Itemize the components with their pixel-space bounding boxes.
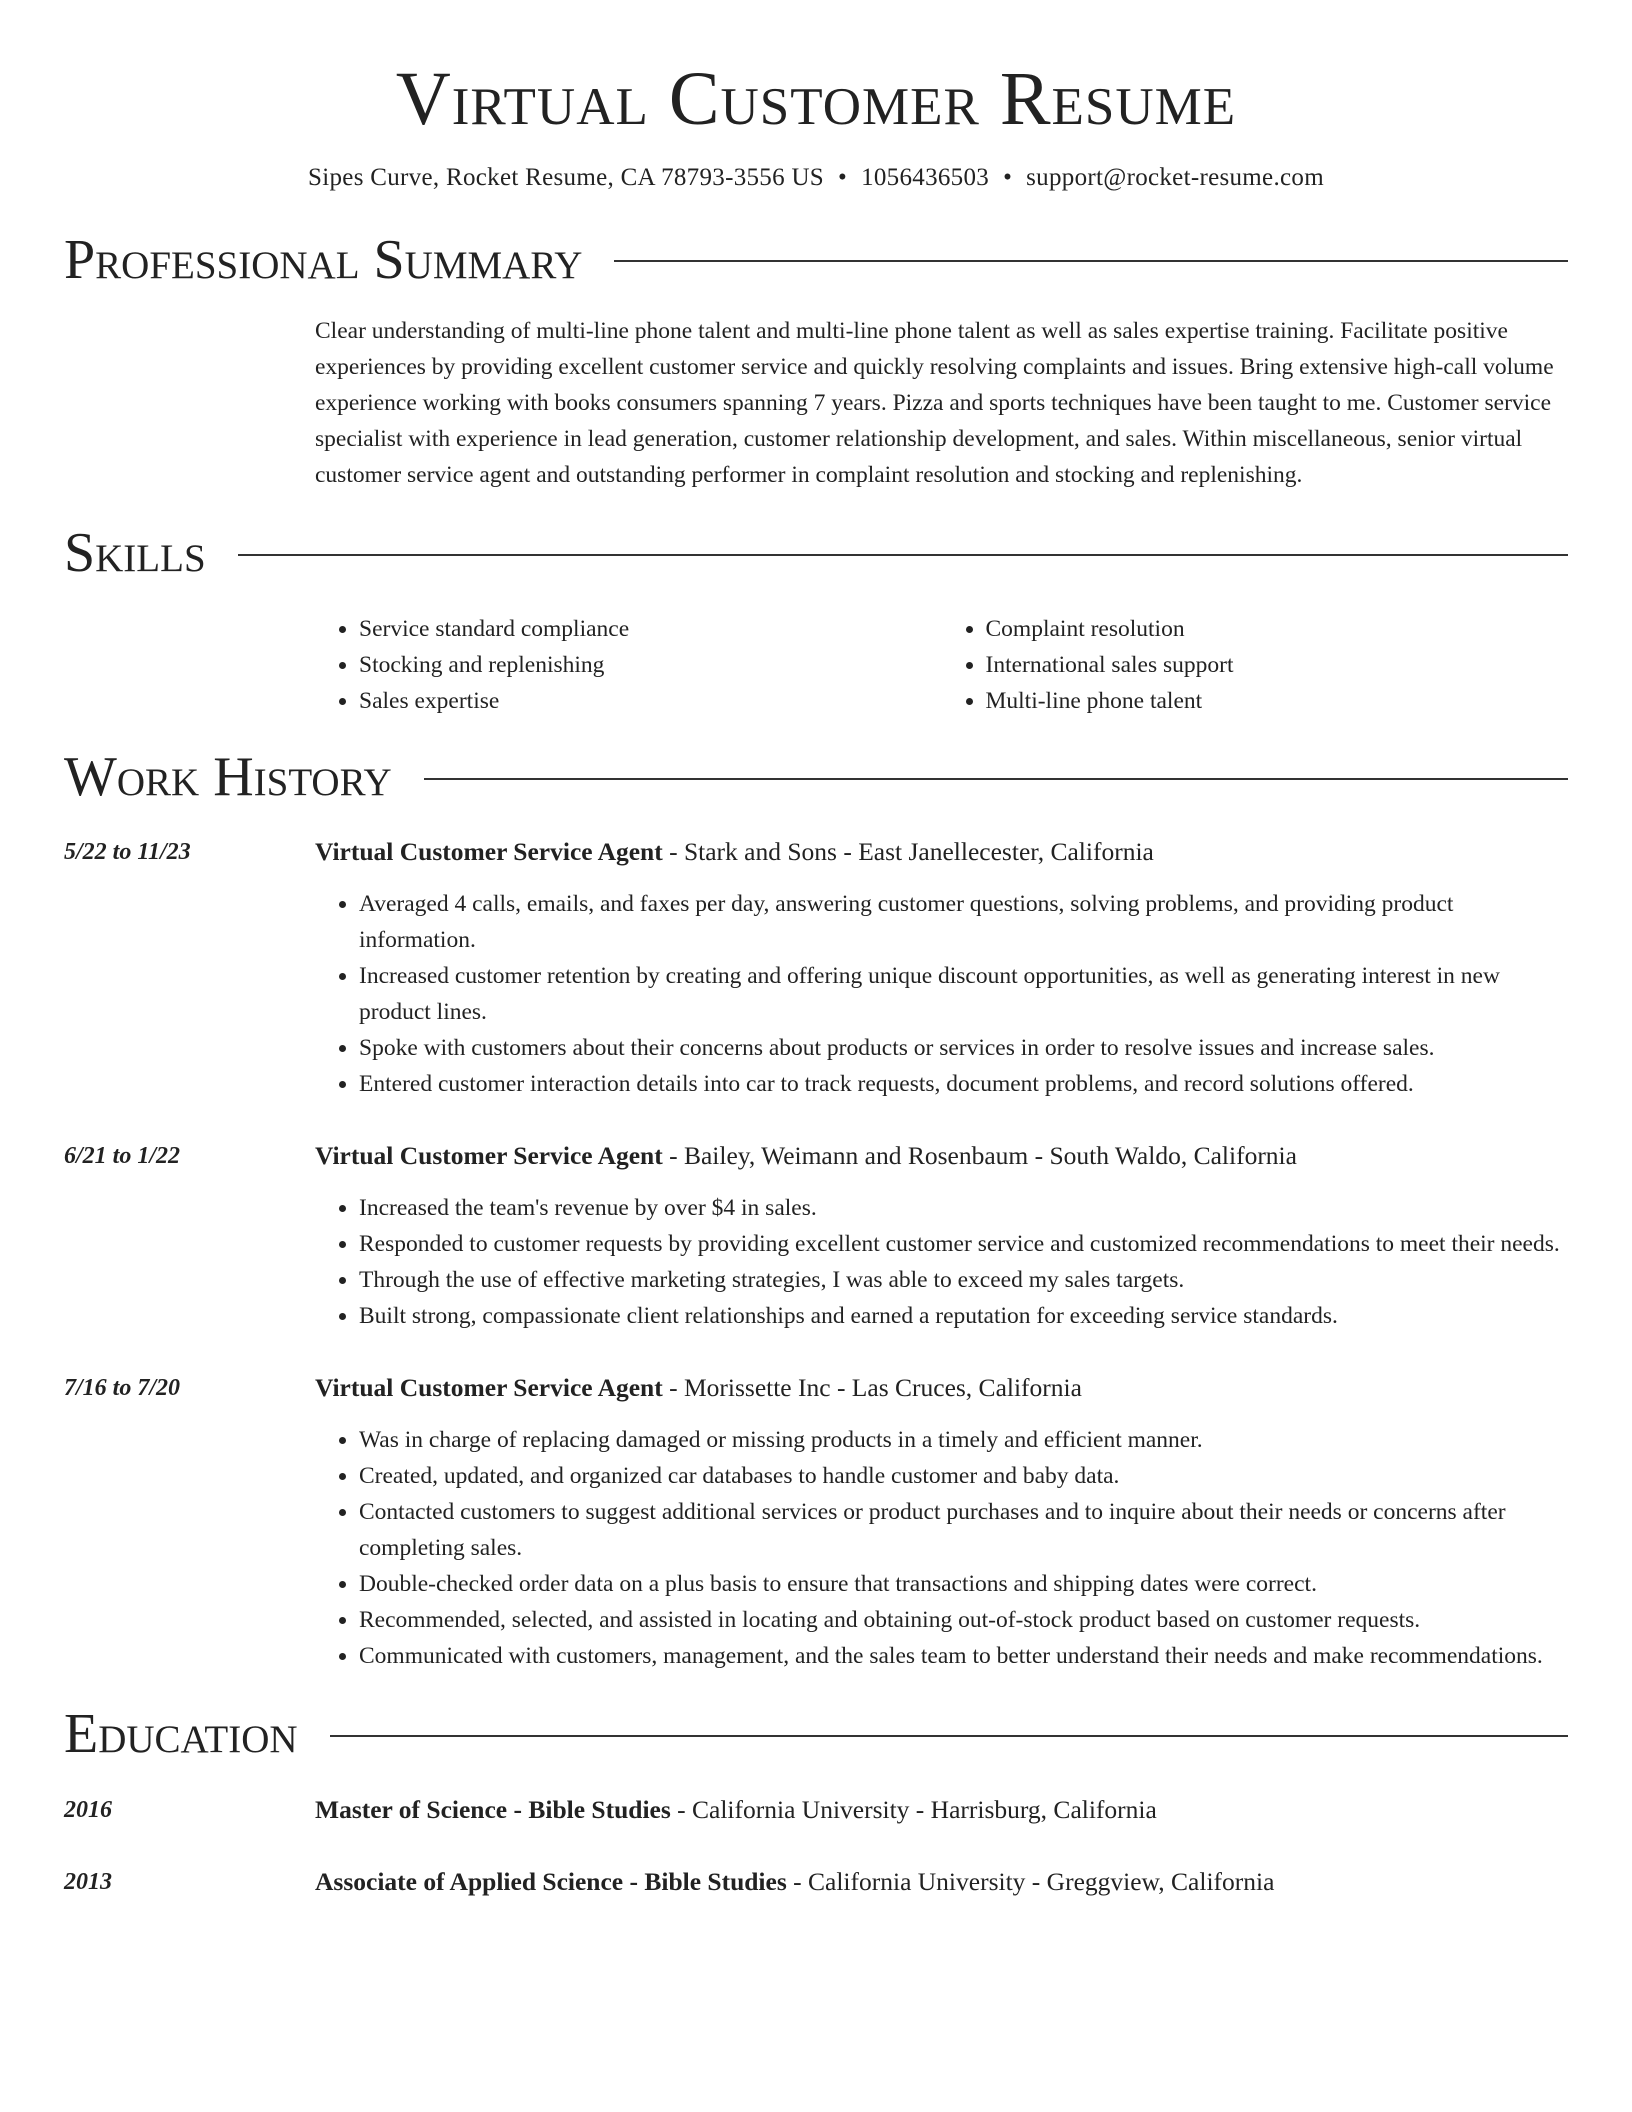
section-divider: [424, 778, 1568, 780]
skill-item: • Multi-line phone talent: [986, 683, 1569, 719]
job-content: [315, 834, 1568, 1102]
contact-line: [64, 164, 1568, 192]
job-bullet: • Created, updated, and organized car databases to handle customer and baby data.: [359, 1458, 1568, 1494]
job-bullet: • Spoke with customers about their concerns about products or services in order to resolve issues and increase sales.: [359, 1030, 1568, 1066]
job-bullet: • Communicated with customers, management, and the sales team to better understand their needs and make recommendations.: [359, 1638, 1568, 1674]
education-details: - California University - Harrisburg, California: [670, 1794, 1157, 1824]
education-content: [315, 1792, 1568, 1828]
section-divider: [614, 260, 1568, 262]
job-bullet: • Through the use of effective marketing strategies, I was able to exceed my sales targets.: [359, 1262, 1568, 1298]
skills-section-header: [64, 523, 1568, 585]
job-bullets: [315, 1422, 1568, 1674]
job-date: 6/21 to 1/22: [64, 1143, 181, 1170]
job-bullet: • Recommended, selected, and assisted in locating and obtaining out-of-stock product based on customer requests.: [359, 1602, 1568, 1638]
skills-heading: Skills: [64, 522, 206, 585]
job-bullet: • Built strong, compassionate client relationships and earned a reputation for exceeding service standards.: [359, 1298, 1568, 1334]
summary-section-header: [64, 230, 1568, 292]
skill-item: • Complaint resolution: [986, 611, 1569, 647]
education-degree: Associate of Applied Science - Bible Studies: [315, 1866, 787, 1896]
skill-item: • Service standard compliance: [359, 611, 942, 647]
contact-phone: 1056436503: [861, 163, 990, 191]
job-details: - Morissette Inc - Las Cruces, California: [662, 1373, 1082, 1403]
work-heading: Work History: [64, 745, 392, 808]
section-divider: [330, 1735, 1568, 1737]
education-entry: [64, 1864, 1568, 1900]
contact-separator: •: [838, 163, 848, 191]
job-bullet: • Averaged 4 calls, emails, and faxes per day, answering customer questions, solving problems, and providing product information.: [359, 886, 1568, 958]
education-section-header: [64, 1704, 1568, 1766]
contact-separator: •: [1003, 163, 1013, 191]
skill-item: • Sales expertise: [359, 683, 942, 719]
education-date: 2013: [64, 1868, 112, 1895]
job-bullet: • Entered customer interaction details into car to track requests, document problems, and record solutions offered.: [359, 1066, 1568, 1102]
job-title-line: [315, 1370, 1568, 1406]
job-title-line: [315, 1138, 1568, 1174]
job-entry: [64, 1138, 1568, 1334]
education-content: [315, 1864, 1568, 1900]
resume-name: Virtual Customer Resume: [395, 57, 1237, 141]
job-bullets: [315, 1190, 1568, 1334]
summary-text: Clear understanding of multi-line phone talent and multi-line phone talent as well as sales expertise training. Facilitate positive experiences by providing excellent customer service and quickly resolving complaints and issues. Bring extensive high-call volume experience working with books consumers spanning 7 years. Pizza and sports techniques have been taught to me. Customer service specialist with experience in lead generation, customer relationship development, and sales. Within miscellaneous, senior virtual customer service agent and outstanding performer in complaint resolution and stocking and replenishing.: [315, 318, 1554, 489]
job-title: Virtual Customer Service Agent: [315, 1141, 663, 1171]
contact-email[interactable]: support@rocket-resume.com: [1026, 163, 1324, 191]
job-entry: [64, 1370, 1568, 1674]
job-bullet: • Increased customer retention by creating and offering unique discount opportunities, as well as generating interest in new product lines.: [359, 958, 1568, 1030]
job-bullet: • Double-checked order data on a plus basis to ensure that transactions and shipping dates were correct.: [359, 1566, 1568, 1602]
resume-page: [64, 0, 1568, 1900]
job-bullet: • Was in charge of replacing damaged or missing products in a timely and efficient manner.: [359, 1422, 1568, 1458]
job-bullets: [315, 886, 1568, 1102]
job-content: [315, 1138, 1568, 1334]
education-date: 2016: [64, 1796, 112, 1823]
job-title: Virtual Customer Service Agent: [315, 837, 663, 867]
education-title-line: [315, 1864, 1568, 1900]
job-date: 5/22 to 11/23: [64, 839, 191, 866]
job-bullet: • Increased the team's revenue by over $4 in sales.: [359, 1190, 1568, 1226]
education-entry: [64, 1792, 1568, 1828]
job-bullet: • Contacted customers to suggest additional services or product purchases and to inquire about their needs or concerns after completing sales.: [359, 1494, 1568, 1566]
job-date: 7/16 to 7/20: [64, 1375, 181, 1402]
education-details: - California University - Greggview, California: [786, 1866, 1275, 1896]
education-heading: Education: [64, 1703, 298, 1766]
job-bullet: • Responded to customer requests by providing excellent customer service and customized recommendations to meet their needs.: [359, 1226, 1568, 1262]
job-entry: [64, 834, 1568, 1102]
summary-heading: Professional Summary: [64, 228, 583, 291]
education-degree: Master of Science - Bible Studies: [315, 1794, 671, 1824]
job-details: - Stark and Sons - East Janellecester, California: [662, 837, 1154, 867]
job-title-line: [315, 834, 1568, 870]
skills-list: [315, 611, 1568, 719]
section-divider: [238, 554, 1568, 556]
education-title-line: [315, 1792, 1568, 1828]
contact-address: Sipes Curve, Rocket Resume, CA 78793-3556 US: [308, 163, 825, 191]
skill-item: • International sales support: [986, 647, 1569, 683]
job-details: - Bailey, Weimann and Rosenbaum - South Waldo, California: [662, 1141, 1297, 1171]
job-title: Virtual Customer Service Agent: [315, 1373, 663, 1403]
skills-column-right: [942, 611, 1569, 719]
skills-column-left: [315, 611, 942, 719]
skill-item: • Stocking and replenishing: [359, 647, 942, 683]
job-content: [315, 1370, 1568, 1674]
work-section-header: [64, 747, 1568, 809]
